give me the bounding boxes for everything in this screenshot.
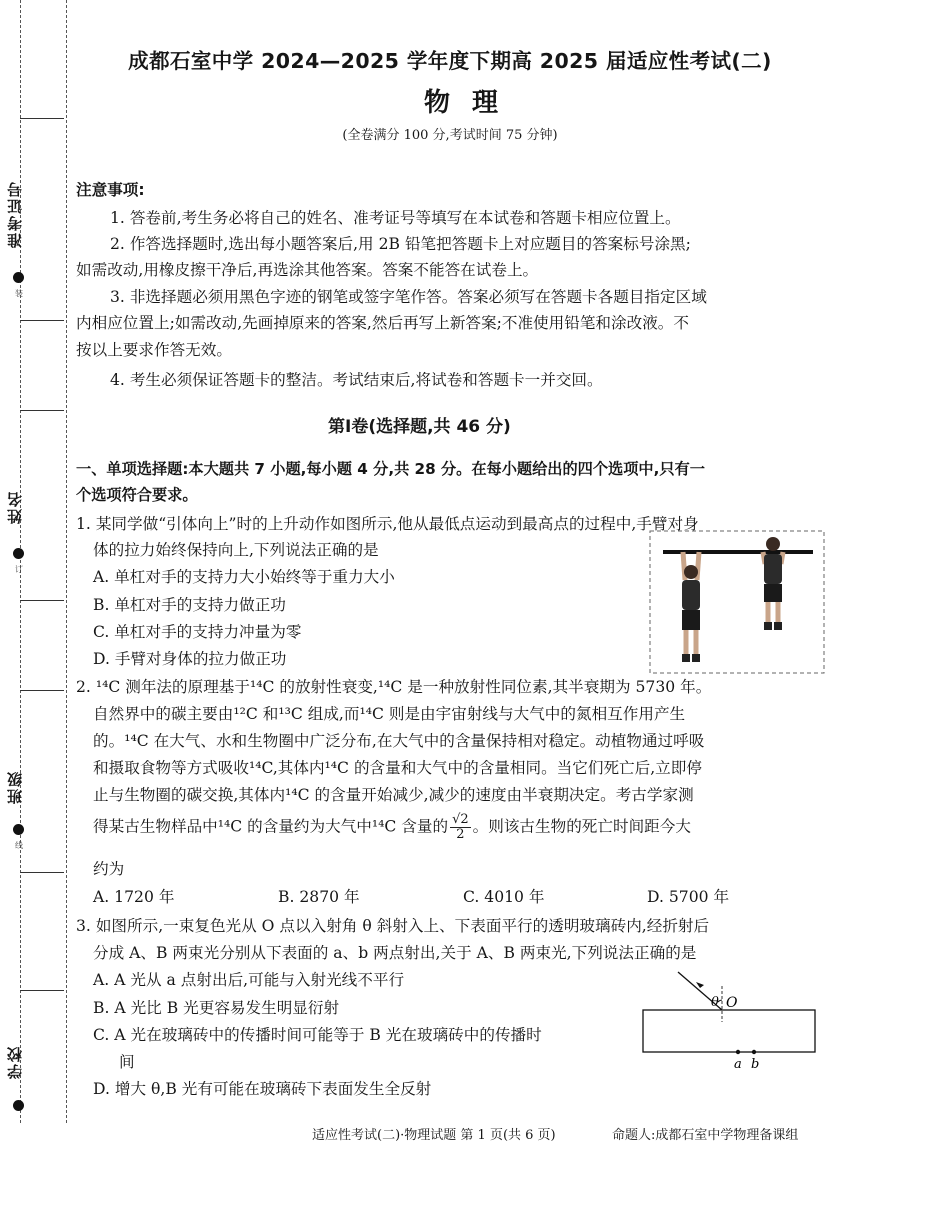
margin-rule: [20, 320, 64, 321]
question-2-stem-part: 。则该古生物的死亡时间距今大: [472, 817, 691, 836]
question-1-option-b: B. 单杠对手的支持力做正功: [93, 596, 286, 614]
binding-dot: [13, 824, 24, 835]
question-2-stem: 自然界中的碳主要由¹²C 和¹³C 组成,而¹⁴C 则是由宇宙射线与大气中的氮相互作用产生: [93, 705, 686, 723]
fraction-denominator: 2: [456, 827, 465, 842]
footer-author: 命题人:成都石室中学物理备课组: [612, 1128, 799, 1143]
note-line: 内相应位置上;如需改动,先画掉原来的答案,然后再写上新答案;不准使用铅笔和涂改液。不: [76, 314, 689, 332]
binding-mark-zhuang: 装: [15, 289, 23, 298]
question-2-stem: 的。¹⁴C 在大气、水和生物圈中广泛分布,在大气中的含量保持相对稳定。动植物通过呼吸: [93, 732, 705, 750]
question-1-stem: 1. 某同学做“引体向上”时的上升动作如图所示,他从最低点运动到最高点的过程中,手臂对身: [76, 515, 699, 533]
question-2-option-a: A. 1720 年: [93, 888, 175, 906]
question-1-option-d: D. 手臂对身体的拉力做正功: [93, 650, 287, 668]
margin-rule: [20, 410, 64, 411]
section-instruction: 个选项符合要求。: [76, 486, 198, 504]
question-2-option-d: D. 5700 年: [647, 888, 730, 906]
margin-rule: [20, 600, 64, 601]
exam-info: (全卷满分 100 分,考试时间 75 分钟): [342, 128, 558, 143]
pullup-figure: [649, 530, 825, 674]
fraction-numerator: √2: [452, 812, 469, 827]
binding-dot: [13, 1100, 24, 1111]
question-3-option-c: C. A 光在玻璃砖中的传播时间可能等于 B 光在玻璃砖中的传播时: [93, 1026, 542, 1044]
note-line: 按以上要求作答无效。: [76, 341, 232, 359]
question-3-option-a: A. A 光从 a 点射出后,可能与入射光线不平行: [93, 971, 405, 989]
section-instruction: 一、单项选择题:本大题共 7 小题,每小题 4 分,共 28 分。在每小题给出的四个选项中,只有一: [76, 460, 705, 478]
binding-margin: [0, 0, 72, 1223]
question-3-stem: 3. 如图所示,一束复色光从 O 点以入射角 θ 斜射入上、下表面平行的透明玻璃砖内,经折射后: [76, 917, 710, 935]
question-1-stem: 体的拉力始终保持向上,下列说法正确的是: [93, 541, 379, 559]
question-2-stem: 和摄取食物等方式吸收¹⁴C,其体内¹⁴C 的含量和大气中的含量相同。当它们死亡后,立即停: [93, 759, 702, 777]
theta-label: θ: [711, 995, 719, 1010]
question-2-option-c: C. 4010 年: [463, 888, 545, 906]
margin-rule: [20, 118, 64, 119]
question-2-option-b: B. 2870 年: [278, 888, 360, 906]
question-3-option-d: D. 增大 θ,B 光有可能在玻璃砖下表面发生全反射: [93, 1080, 432, 1098]
question-3-stem: 分成 A、B 两束光分别从下表面的 a、b 两点射出,关于 A、B 两束光,下列说法正确的是: [93, 944, 697, 962]
note-line: 如需改动,用橡皮擦干净后,再选涂其他答案。答案不能答在试卷上。: [76, 261, 539, 279]
binding-mark-xian: 线: [15, 841, 23, 850]
binding-dot: [13, 272, 24, 283]
question-2-stem-part: 得某古生物样品中¹⁴C 的含量约为大气中¹⁴C 含量的: [93, 817, 449, 836]
part-title: 第Ⅰ卷(选择题,共 46 分): [328, 417, 511, 437]
margin-dashed-line: [66, 0, 67, 1123]
question-1-option-a: A. 单杠对手的支持力大小始终等于重力大小: [93, 568, 395, 586]
footer-page-info: 适应性考试(二)·物理试题 第 1 页(共 6 页): [312, 1128, 556, 1143]
note-line: 2. 作答选择题时,选出每小题答案后,用 2B 铅笔把答题卡上对应题目的答案标号涂黑;: [110, 235, 691, 253]
binding-dot: [13, 548, 24, 559]
school-label: 学校: [6, 1045, 24, 1079]
exam-title: 成都石室中学 2024—2025 学年度下期高 2025 届适应性考试(二): [128, 49, 772, 73]
class-label: 班级: [6, 770, 24, 804]
subject-title: 物理: [423, 88, 520, 118]
athlete-hanging: [682, 552, 700, 662]
note-line: 1. 答卷前,考生务必将自己的姓名、准考证号等填写在本试卷和答题卡相应位置上。: [110, 209, 681, 227]
admission-number-label: 准考证号: [6, 180, 24, 248]
notes-heading: 注意事项:: [76, 181, 145, 199]
name-label: 姓名: [6, 490, 24, 524]
margin-rule: [20, 872, 64, 873]
question-1-option-c: C. 单杠对手的支持力冲量为零: [93, 623, 302, 641]
point-o-label: O: [726, 995, 738, 1011]
question-2-stem: [93, 813, 691, 842]
question-2-stem: 约为: [93, 860, 125, 878]
point-a-label: a: [734, 1057, 742, 1072]
note-line: 3. 非选择题必须用黑色字迹的钢笔或签字笔作答。答案必须写在答题卡各题目指定区域: [110, 288, 707, 306]
margin-dashed-line: [20, 0, 21, 1123]
glass-slab-figure: [638, 966, 822, 1076]
point-b-label: b: [751, 1057, 760, 1072]
question-2-stem: 2. ¹⁴C 测年法的原理基于¹⁴C 的放射性衰变,¹⁴C 是一种放射性同位素,其半衰期为 5730 年。: [76, 678, 712, 696]
question-2-stem: 止与生物圈的碳交换,其体内¹⁴C 的含量开始减少,减少的速度由半衰期决定。考古学家测: [93, 786, 694, 804]
question-3-option-b: B. A 光比 B 光更容易发生明显衍射: [93, 999, 340, 1017]
margin-rule: [20, 990, 64, 991]
margin-rule: [20, 690, 64, 691]
binding-mark-ding: 订: [15, 565, 23, 574]
question-3-option-c-cont: 间: [119, 1053, 135, 1071]
ratio-fraction: [450, 813, 471, 842]
note-line: 4. 考生必须保证答题卡的整洁。考试结束后,将试卷和答题卡一并交回。: [110, 371, 603, 389]
